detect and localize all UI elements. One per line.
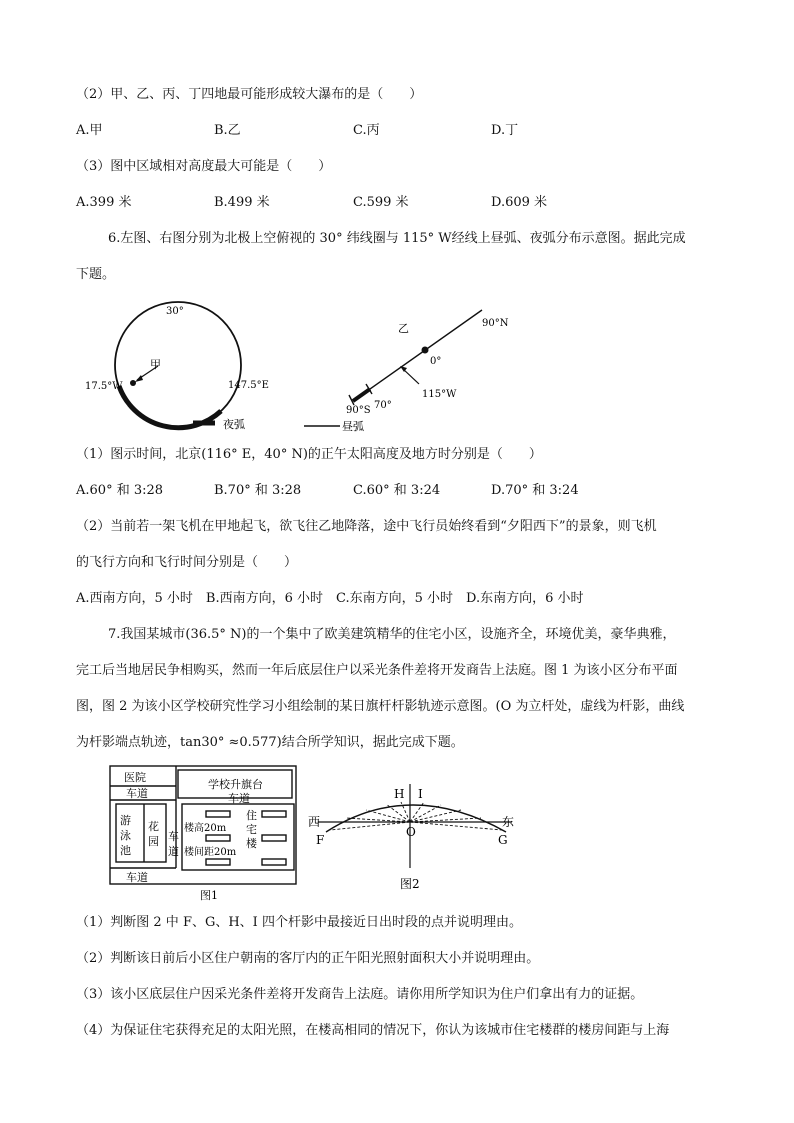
q6-stem-line2: 下题。 (76, 267, 116, 282)
q6-figure-right (300, 300, 530, 435)
jia-label: 甲 (150, 358, 161, 371)
res-char3: 楼 (246, 837, 257, 850)
q5-sub2-options (76, 122, 716, 140)
pool-char1: 游 (120, 814, 131, 827)
road-top-left: 车道 (126, 787, 148, 800)
pool-char3: 池 (120, 844, 131, 857)
q6-sub1-options (76, 482, 716, 500)
jia-point (130, 380, 136, 386)
h-label: H (394, 787, 405, 801)
day-arc-segment (353, 389, 370, 401)
option-d: D.70° 和 3:24 (491, 483, 579, 498)
road-bottom: 车道 (126, 871, 148, 884)
flag-label: 学校升旗台 (208, 778, 263, 791)
q7-stem-line3: 图，图 2 为该小区学校研究性学习小组绘制的某日旗杆杆影轨迹示意图。(O 为立杆处，虚线为杆影，曲线 (76, 699, 685, 714)
q7-sub4: （4）为保证住宅获得充足的太阳光照，在楼高相同的情况下，你认为该城市住宅楼群的楼房间距与上海 (76, 1023, 670, 1038)
i-label: I (418, 787, 423, 801)
s-label: 90°S (346, 405, 371, 416)
q7-stem-line1: 7.我国某城市(36.5° N)的一个集中了欧美建筑精华的住宅小区，设施齐全，环境优美，豪华典雅， (108, 627, 676, 642)
top-label: 30° (166, 306, 184, 317)
option-d: D.丁 (491, 123, 519, 138)
option-b: B.乙 (214, 123, 241, 138)
res-char1: 住 (246, 809, 257, 822)
option-c: C.丙 (353, 123, 380, 138)
road-v-char1: 车 (168, 830, 179, 843)
g-label: G (498, 833, 508, 847)
q7-figure1-plan (108, 764, 308, 904)
f-label: F (316, 833, 325, 847)
option-c: C.599 米 (353, 195, 409, 210)
right-label: 147.5°E (228, 380, 269, 391)
q7-sub2: （2）判断该日前后小区住户朝南的客厅内的正午阳光照射面积大小并说明理由。 (76, 951, 540, 966)
q6-figure-left (80, 300, 310, 435)
option-a: A.甲 (76, 123, 103, 138)
meridian-line (353, 310, 482, 401)
left-label: 17.5°W (85, 381, 123, 392)
day-legend-label: 昼弧 (342, 420, 364, 433)
option-b: B.499 米 (214, 195, 270, 210)
hospital-label: 医院 (124, 771, 146, 784)
s70-label: 70° (374, 400, 392, 411)
q7-sub3: （3）该小区底层住户因采光条件差将开发商告上法庭。请你用所学知识为住户们拿出有力的证据。 (76, 987, 644, 1002)
q6-sub2-options: A.西南方向，5 小时 B.西南方向，6 小时 C.东南方向，5 小时 D.东南方向，6 小时 (76, 591, 584, 606)
res-char2: 宅 (246, 823, 257, 836)
option-d: D.609 米 (491, 195, 548, 210)
q6-sub1-stem: （1）图示时间，北京(116° E，40° N)的正午太阳高度及地方时分别是（ ） (76, 447, 542, 462)
yi-label: 乙 (398, 322, 409, 335)
q5-sub3-options (76, 194, 716, 212)
q7-sub1: （1）判断图 2 中 F、G、H、I 四个杆影中最接近日出时段的点并说明理由。 (76, 915, 522, 930)
pool-char2: 泳 (120, 829, 131, 842)
q6-sub2-stem-line1: （2）当前若一架飞机在甲地起飞，欲飞往乙地降落，途中飞行员始终看到“夕阳西下”的景象，则飞机 (76, 519, 657, 534)
q6-sub2-stem-line2: 的飞行方向和飞行时间分别是（ ） (76, 555, 298, 570)
jia-arrowhead (135, 375, 143, 382)
spacing-label: 楼间距20m (184, 847, 237, 858)
q7-stem-line2: 完工后当地居民争相购买，然而一年后底层住户以采光条件差将开发商告上法庭。图 1 为该小区分布平面 (76, 663, 678, 678)
fig2-caption: 图2 (400, 877, 420, 891)
option-b: B.70° 和 3:28 (214, 483, 302, 498)
west-label: 西 (308, 815, 321, 829)
n-label: 90°N (482, 318, 509, 329)
q7-figure2-shadow (306, 772, 526, 897)
zero-label: 0° (430, 356, 442, 367)
garden-char1: 花 (148, 820, 159, 833)
road-top-right: 车道 (228, 792, 250, 805)
q7-stem-line4: 为杆影端点轨迹，tan30° ≈0.577)结合所学知识，据此完成下题。 (76, 735, 464, 750)
option-c: C.60° 和 3:24 (353, 483, 441, 498)
option-a: A.399 米 (76, 195, 132, 210)
road-v-char2: 道 (168, 845, 179, 858)
fig1-caption: 图1 (200, 889, 218, 902)
height-label: 楼高20m (184, 823, 227, 834)
mer-label: 115°W (422, 389, 457, 400)
q5-sub2-stem: （2）甲、乙、丙、丁四地最可能形成较大瀑布的是（ ） (76, 87, 423, 102)
option-a: A.60° 和 3:28 (76, 483, 164, 498)
night-legend-label: 夜弧 (223, 418, 245, 431)
yi-point (422, 347, 429, 354)
q5-sub3-stem: （3）图中区域相对高度最大可能是（ ） (76, 159, 332, 174)
garden-char2: 园 (148, 835, 159, 848)
o-label: O (406, 825, 416, 839)
q6-stem-line1: 6.左图、右图分别为北极上空俯视的 30° 纬线圈与 115° W经线上昼弧、夜弧分布示意图。据此完成 (108, 231, 686, 246)
east-label: 东 (502, 815, 515, 829)
